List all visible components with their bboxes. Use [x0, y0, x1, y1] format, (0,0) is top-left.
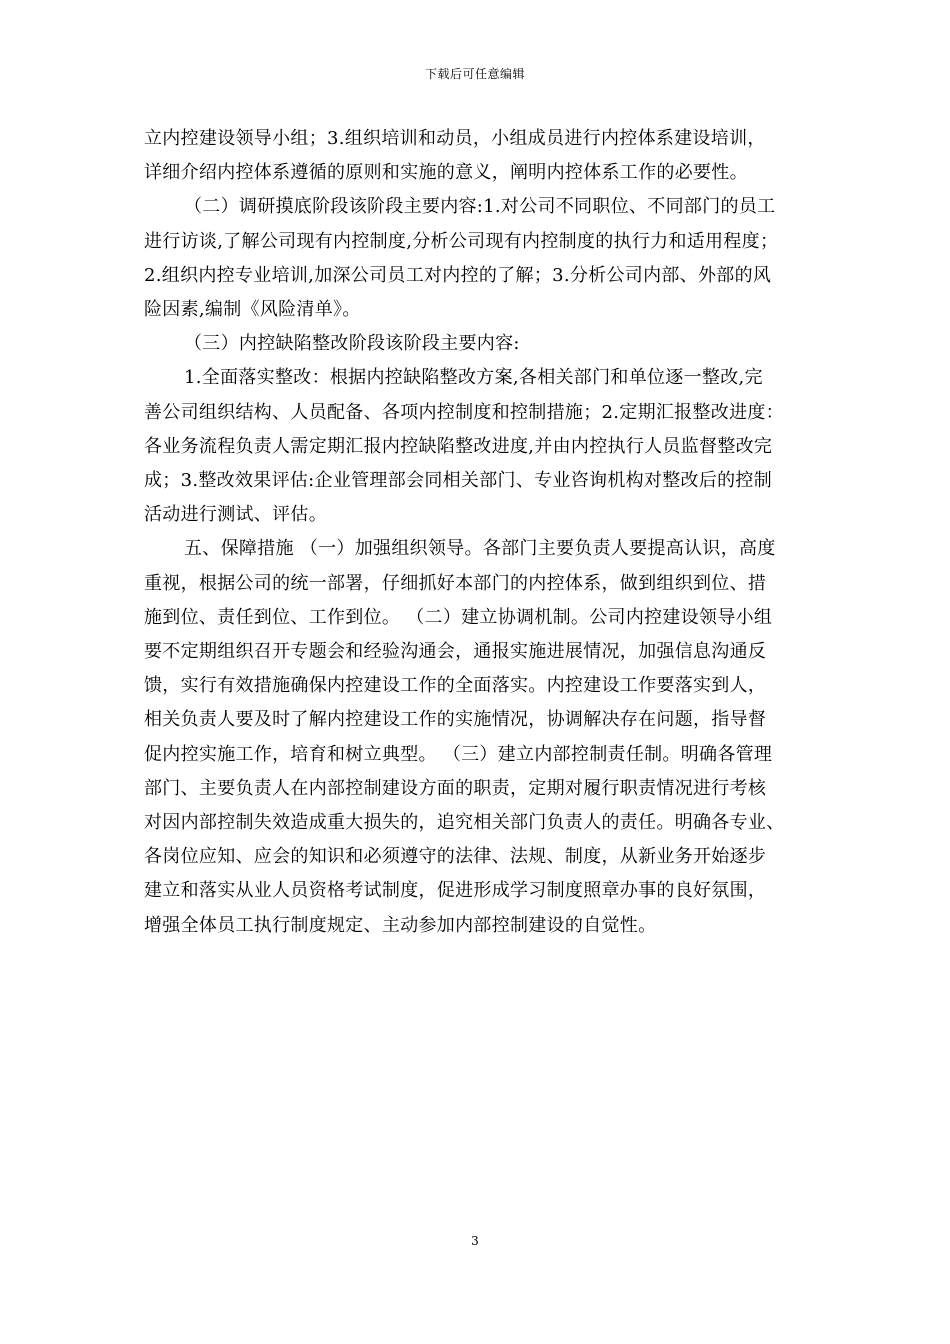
text-line: 促内控实施工作，培育和树立典型。 （三）建立内部控制责任制。明确各管理 — [144, 743, 773, 765]
text-line: 成；3.整改效果评估:企业管理部会同相关部门、专业咨询机构对整改后的控制 — [144, 470, 773, 492]
page-number: 3 — [471, 1234, 479, 1248]
text-line: 详细介绍内控体系遵循的原则和实施的意义，阐明内控体系工作的必要性。 — [144, 162, 748, 184]
text-line: 部门、主要负责人在内部控制建设方面的职责，定期对履行职责情况进行考核 — [144, 777, 767, 799]
text-line: 各业务流程负责人需定期汇报内控缺陷整改进度,并由内控执行人员监督整改完 — [144, 435, 773, 457]
text-line: 活动进行测试、评估。 — [144, 504, 327, 526]
page-header-note: 下载后可任意编辑 — [424, 67, 525, 81]
text-line: 善公司组织结构、人员配备、各项内控制度和控制措施；2.定期汇报整改进度： — [144, 401, 784, 423]
text-line: 增强全体员工执行制度规定、主动参加内部控制建设的自觉性。 — [144, 914, 657, 936]
text-line: 险因素,编制《风险清单》。 — [144, 299, 361, 321]
text-line: 施到位、责任到位、工作到位。 （二）建立协调机制。公司内控建设领导小组 — [144, 606, 773, 628]
text-line: 馈，实行有效措施确保内控建设工作的全面落实。内控建设工作要落实到人， — [144, 675, 767, 697]
text-line: 对因内部控制失效造成重大损失的，追究相关部门负责人的责任。明确各专业、 — [144, 812, 785, 834]
text-line: 建立和落实从业人员资格考试制度，促进形成学习制度照章办事的良好氛围， — [144, 880, 767, 902]
text-line: 重视，根据公司的统一部署，仔细抓好本部门的内控体系，做到组织到位、措 — [144, 572, 767, 594]
document-body — [144, 122, 810, 943]
text-line: 相关负责人要及时了解内控建设工作的实施情况，协调解决存在问题，指导督 — [144, 709, 767, 731]
text-line: 要不定期组织召开专题会和经验沟通会，通报实施进展情况，加强信息沟通反 — [144, 641, 767, 663]
text-line: 进行访谈,了解公司现有内控制度,分析公司现有内控制度的执行力和适用程度； — [144, 230, 779, 252]
text-line: （三）内控缺陷整改阶段该阶段主要内容: — [184, 333, 520, 355]
text-line: 2.组织内控专业培训,加深公司员工对内控的了解；3.分析公司内部、外部的风 — [144, 264, 772, 286]
text-line: 1.全面落实整改：根据内控缺陷整改方案,各相关部门和单位逐一整改,完 — [184, 367, 763, 389]
text-line: 五、保障措施 （一）加强组织领导。各部门主要负责人要提高认识，高度 — [184, 538, 776, 560]
text-line: 立内控建设领导小组；3.组织培训和动员，小组成员进行内控体系建设培训， — [144, 128, 766, 149]
text-line: （二）调研摸底阶段该阶段主要内容:1.对公司不同职位、不同部门的员工 — [184, 196, 776, 218]
text-line: 各岗位应知、应会的知识和必须遵守的法律、法规、制度，从新业务开始逐步 — [144, 846, 767, 868]
